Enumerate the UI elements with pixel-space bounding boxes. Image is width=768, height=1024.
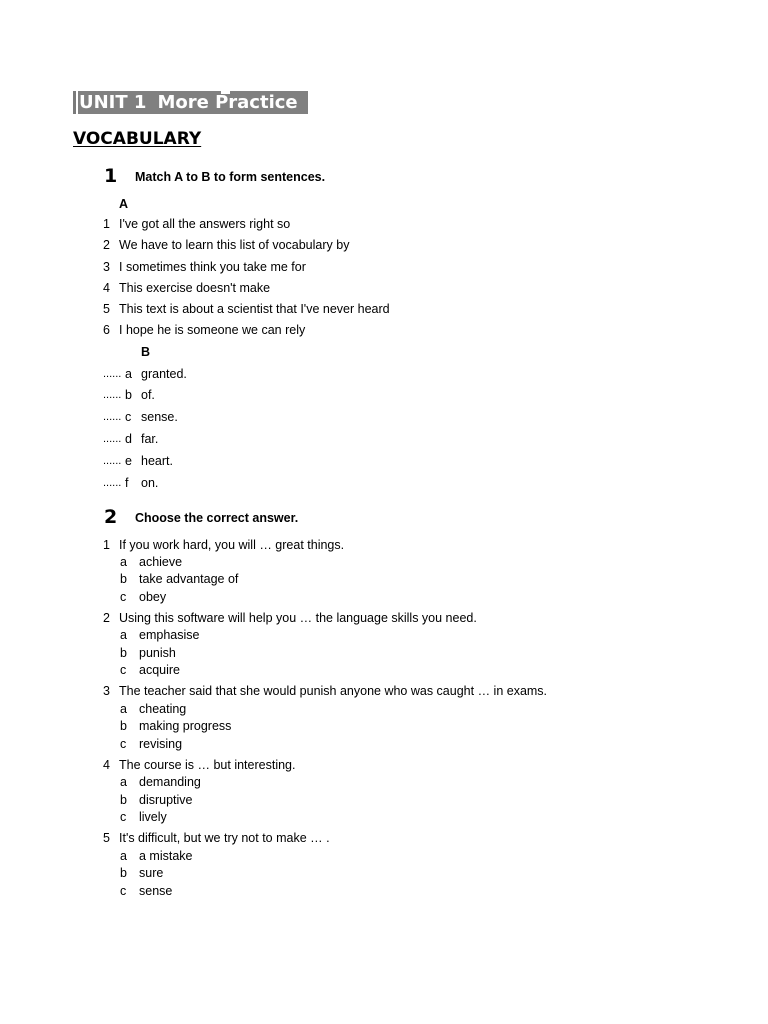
option-letter: c	[120, 737, 127, 751]
option-text: emphasise	[139, 628, 200, 642]
option-text: demanding	[139, 775, 201, 789]
item-letter: d	[125, 432, 132, 446]
item-text: We have to learn this list of vocabulary by	[119, 238, 350, 252]
question-text: Using this software will help you … the language skills you need.	[119, 611, 477, 625]
question-number: 4	[103, 758, 110, 772]
item-letter: c	[125, 410, 132, 424]
item-letter: b	[125, 388, 132, 402]
item-text: I hope he is someone we can rely	[119, 323, 306, 337]
exercise-1-number: 1	[104, 165, 118, 187]
option-text: sense	[139, 884, 173, 898]
item-number: 2	[103, 238, 110, 252]
item-letter: f	[125, 476, 129, 490]
answer-blank: ......	[103, 368, 122, 380]
answer-blank: ......	[103, 477, 122, 489]
item-text: This exercise doesn't make	[119, 281, 271, 295]
option-text: cheating	[139, 702, 187, 716]
column-b-label: B	[141, 345, 151, 359]
unit-header-edge	[73, 91, 78, 114]
item-text: This text is about a scientist that I've never heard	[119, 302, 390, 316]
item-text: on.	[141, 476, 159, 490]
option-letter: b	[120, 572, 127, 586]
option-text: punish	[139, 646, 176, 660]
item-number: 5	[103, 302, 110, 316]
option-letter: b	[120, 793, 127, 807]
option-letter: b	[120, 646, 127, 660]
answer-blank: ......	[103, 411, 122, 423]
item-text: sense.	[141, 410, 178, 424]
option-letter: c	[120, 663, 127, 677]
item-text: of.	[141, 388, 155, 402]
option-text: disruptive	[139, 793, 193, 807]
option-letter: b	[120, 866, 127, 880]
item-number: 3	[103, 260, 110, 274]
option-letter: c	[120, 810, 127, 824]
option-letter: a	[120, 849, 127, 863]
option-text: revising	[139, 737, 183, 751]
option-text: a mistake	[139, 849, 193, 863]
answer-blank: ......	[103, 389, 122, 401]
item-number: 1	[103, 217, 110, 231]
option-letter: a	[120, 628, 127, 642]
option-text: lively	[139, 810, 167, 824]
item-text: granted.	[141, 367, 187, 381]
option-text: sure	[139, 866, 164, 880]
answer-blank: ......	[103, 455, 122, 467]
option-letter: a	[120, 775, 127, 789]
option-text: achieve	[139, 555, 183, 569]
option-letter: c	[120, 884, 127, 898]
exercise-2-number: 2	[104, 506, 118, 528]
option-letter: a	[120, 555, 127, 569]
option-text: making progress	[139, 719, 232, 733]
item-text: far.	[141, 432, 159, 446]
question-number: 5	[103, 831, 110, 845]
column-a-label: A	[119, 197, 129, 211]
option-text: take advantage of	[139, 572, 239, 586]
question-text: The teacher said that she would punish anyone who was caught … in exams.	[119, 684, 548, 698]
exercise-1-instruction: Match A to B to form sentences.	[135, 170, 326, 184]
item-text: heart.	[141, 454, 173, 468]
option-text: acquire	[139, 663, 180, 677]
section-title: VOCABULARY	[73, 129, 202, 149]
item-letter: e	[125, 454, 132, 468]
option-letter: b	[120, 719, 127, 733]
item-number: 6	[103, 323, 110, 337]
unit-heading	[79, 93, 298, 113]
exercise-2-instruction: Choose the correct answer.	[135, 511, 299, 525]
question-text: The course is … but interesting.	[119, 758, 296, 772]
question-number: 1	[103, 538, 110, 552]
question-text: If you work hard, you will … great things.	[119, 538, 345, 552]
item-letter: a	[125, 367, 132, 381]
item-text: I've got all the answers right so	[119, 217, 291, 231]
unit-label: UNIT 1	[79, 92, 147, 113]
unit-title: More Practice	[157, 92, 298, 113]
question-number: 2	[103, 611, 110, 625]
option-letter: a	[120, 702, 127, 716]
question-number: 3	[103, 684, 110, 698]
item-text: I sometimes think you take me for	[119, 260, 306, 274]
option-text: obey	[139, 590, 167, 604]
option-letter: c	[120, 590, 127, 604]
item-number: 4	[103, 281, 110, 295]
answer-blank: ......	[103, 433, 122, 445]
question-text: It's difficult, but we try not to make … .	[119, 831, 330, 845]
